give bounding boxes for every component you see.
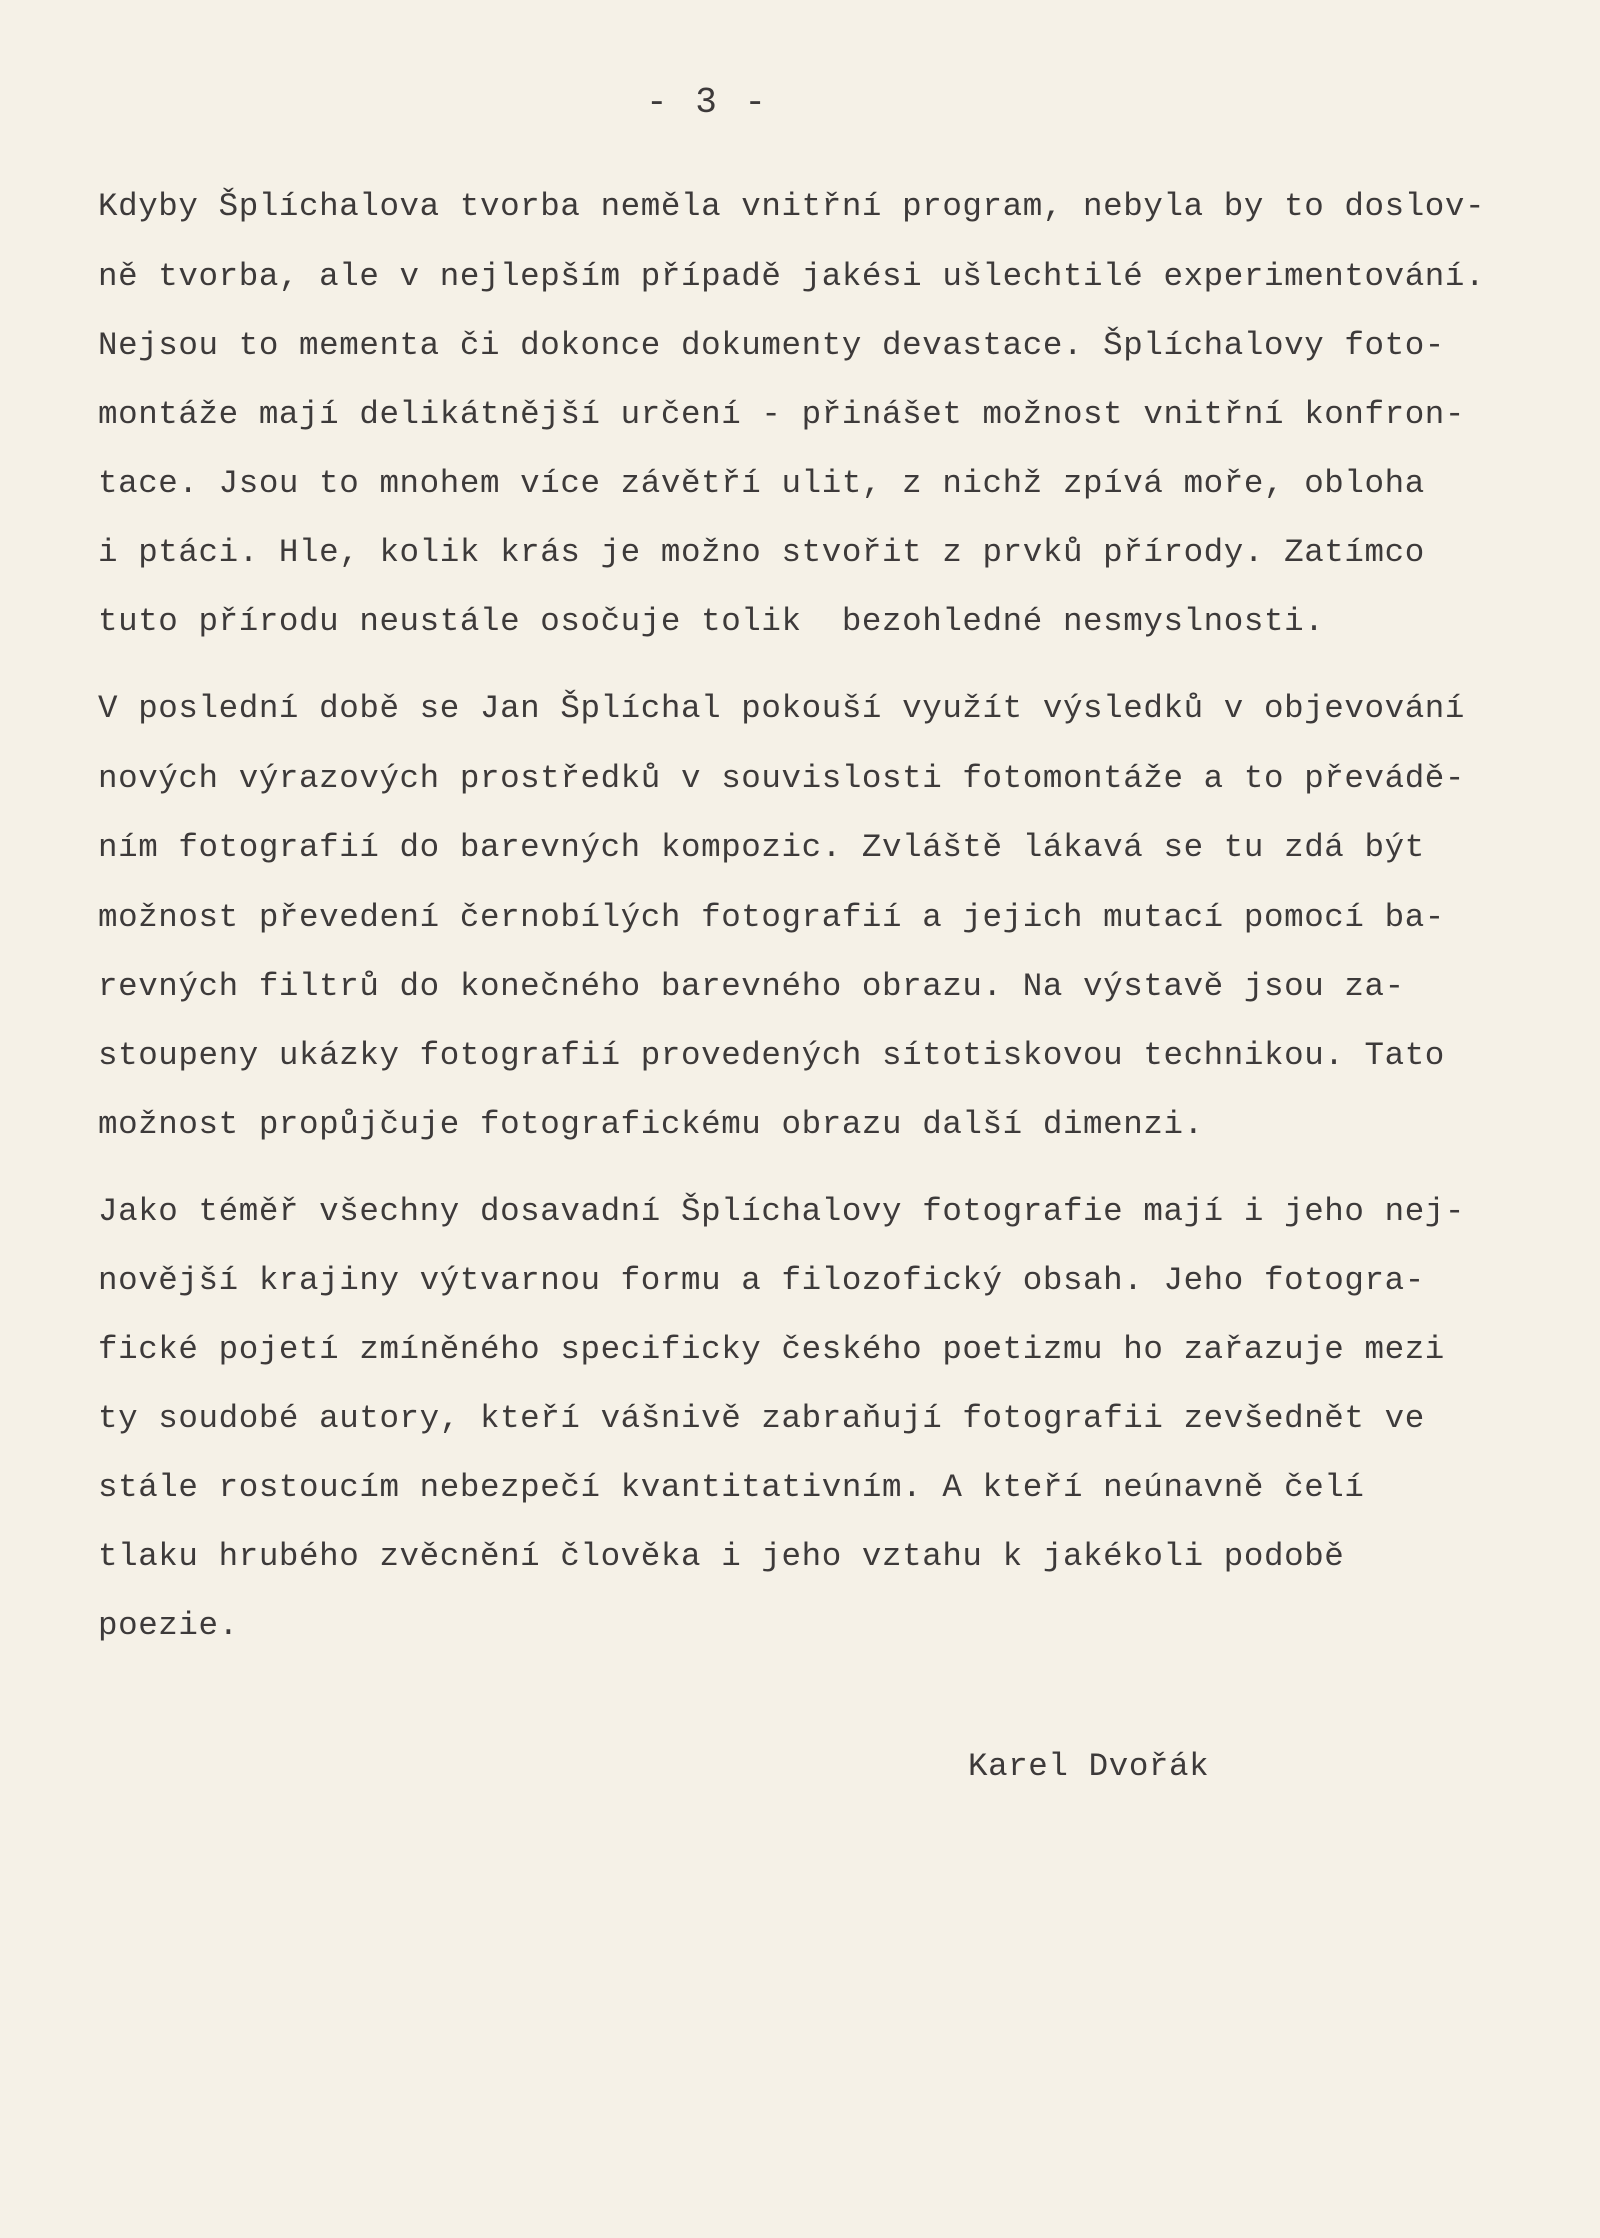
paragraph-1-line-1: Kdyby Šplíchalova tvorba neměla vnitřní program, nebyla by to doslov-	[98, 188, 1486, 225]
paragraph-1-line-2: ně tvorba, ale v nejlepším případě jakési ušlechtilé experimentování.	[98, 258, 1486, 295]
paragraph-3-line-1: Jako téměř všechny dosavadní Šplíchalovy fotografie mají i jeho nej-	[98, 1193, 1466, 1230]
paragraph-2-line-6: stoupeny ukázky fotografií provedených sítotiskovou technikou. Tato	[98, 1037, 1445, 1074]
paragraph-2-line-3: ním fotografií do barevných kompozic. Zvláště lákavá se tu zdá být	[98, 829, 1425, 866]
paragraph-1-line-6: i ptáci. Hle, kolik krás je možno stvořit z prvků přírody. Zatímco	[98, 534, 1425, 571]
paragraph-2-line-2: nových výrazových prostředků v souvislosti fotomontáže a to převádě-	[98, 760, 1466, 797]
paragraph-3-line-6: tlaku hrubého zvěcnění člověka i jeho vztahu k jakékoli podobě	[98, 1538, 1345, 1575]
paragraph-2-line-7: možnost propůjčuje fotografickému obrazu další dimenzi.	[98, 1106, 1204, 1143]
paragraph-3-line-5: stále rostoucím nebezpečí kvantitativním. A kteří neúnavně čelí	[98, 1469, 1365, 1506]
paragraph-2-line-1: V poslední době se Jan Šplíchal pokouší využít výsledků v objevování	[98, 690, 1466, 727]
page-number: - 3 -	[646, 82, 770, 123]
paragraph-2-line-5: revných filtrů do konečného barevného obrazu. Na výstavě jsou za-	[98, 968, 1405, 1005]
paragraph-1-line-7: tuto přírodu neustále osočuje tolik bezohledné nesmyslnosti.	[98, 603, 1325, 640]
author-signature: Karel Dvořák	[968, 1748, 1210, 1785]
paragraph-1-line-5: tace. Jsou to mnohem více závětří ulit, z nichž zpívá moře, obloha	[98, 465, 1425, 502]
paragraph-2-line-4: možnost převedení černobílých fotografií a jejich mutací pomocí ba-	[98, 899, 1445, 936]
paragraph-3-line-7: poezie.	[98, 1607, 239, 1644]
paragraph-1-line-4: montáže mají delikátnější určení - přinášet možnost vnitřní konfron-	[98, 396, 1466, 433]
paragraph-1-line-3: Nejsou to mementa či dokonce dokumenty devastace. Šplíchalovy foto-	[98, 327, 1445, 364]
paragraph-3-line-2: novější krajiny výtvarnou formu a filozofický obsah. Jeho fotogra-	[98, 1262, 1425, 1299]
paragraph-3-line-3: fické pojetí zmíněného specificky českého poetizmu ho zařazuje mezi	[98, 1331, 1445, 1368]
paragraph-3-line-4: ty soudobé autory, kteří vášnivě zabraňují fotografii zevšednět ve	[98, 1400, 1425, 1437]
